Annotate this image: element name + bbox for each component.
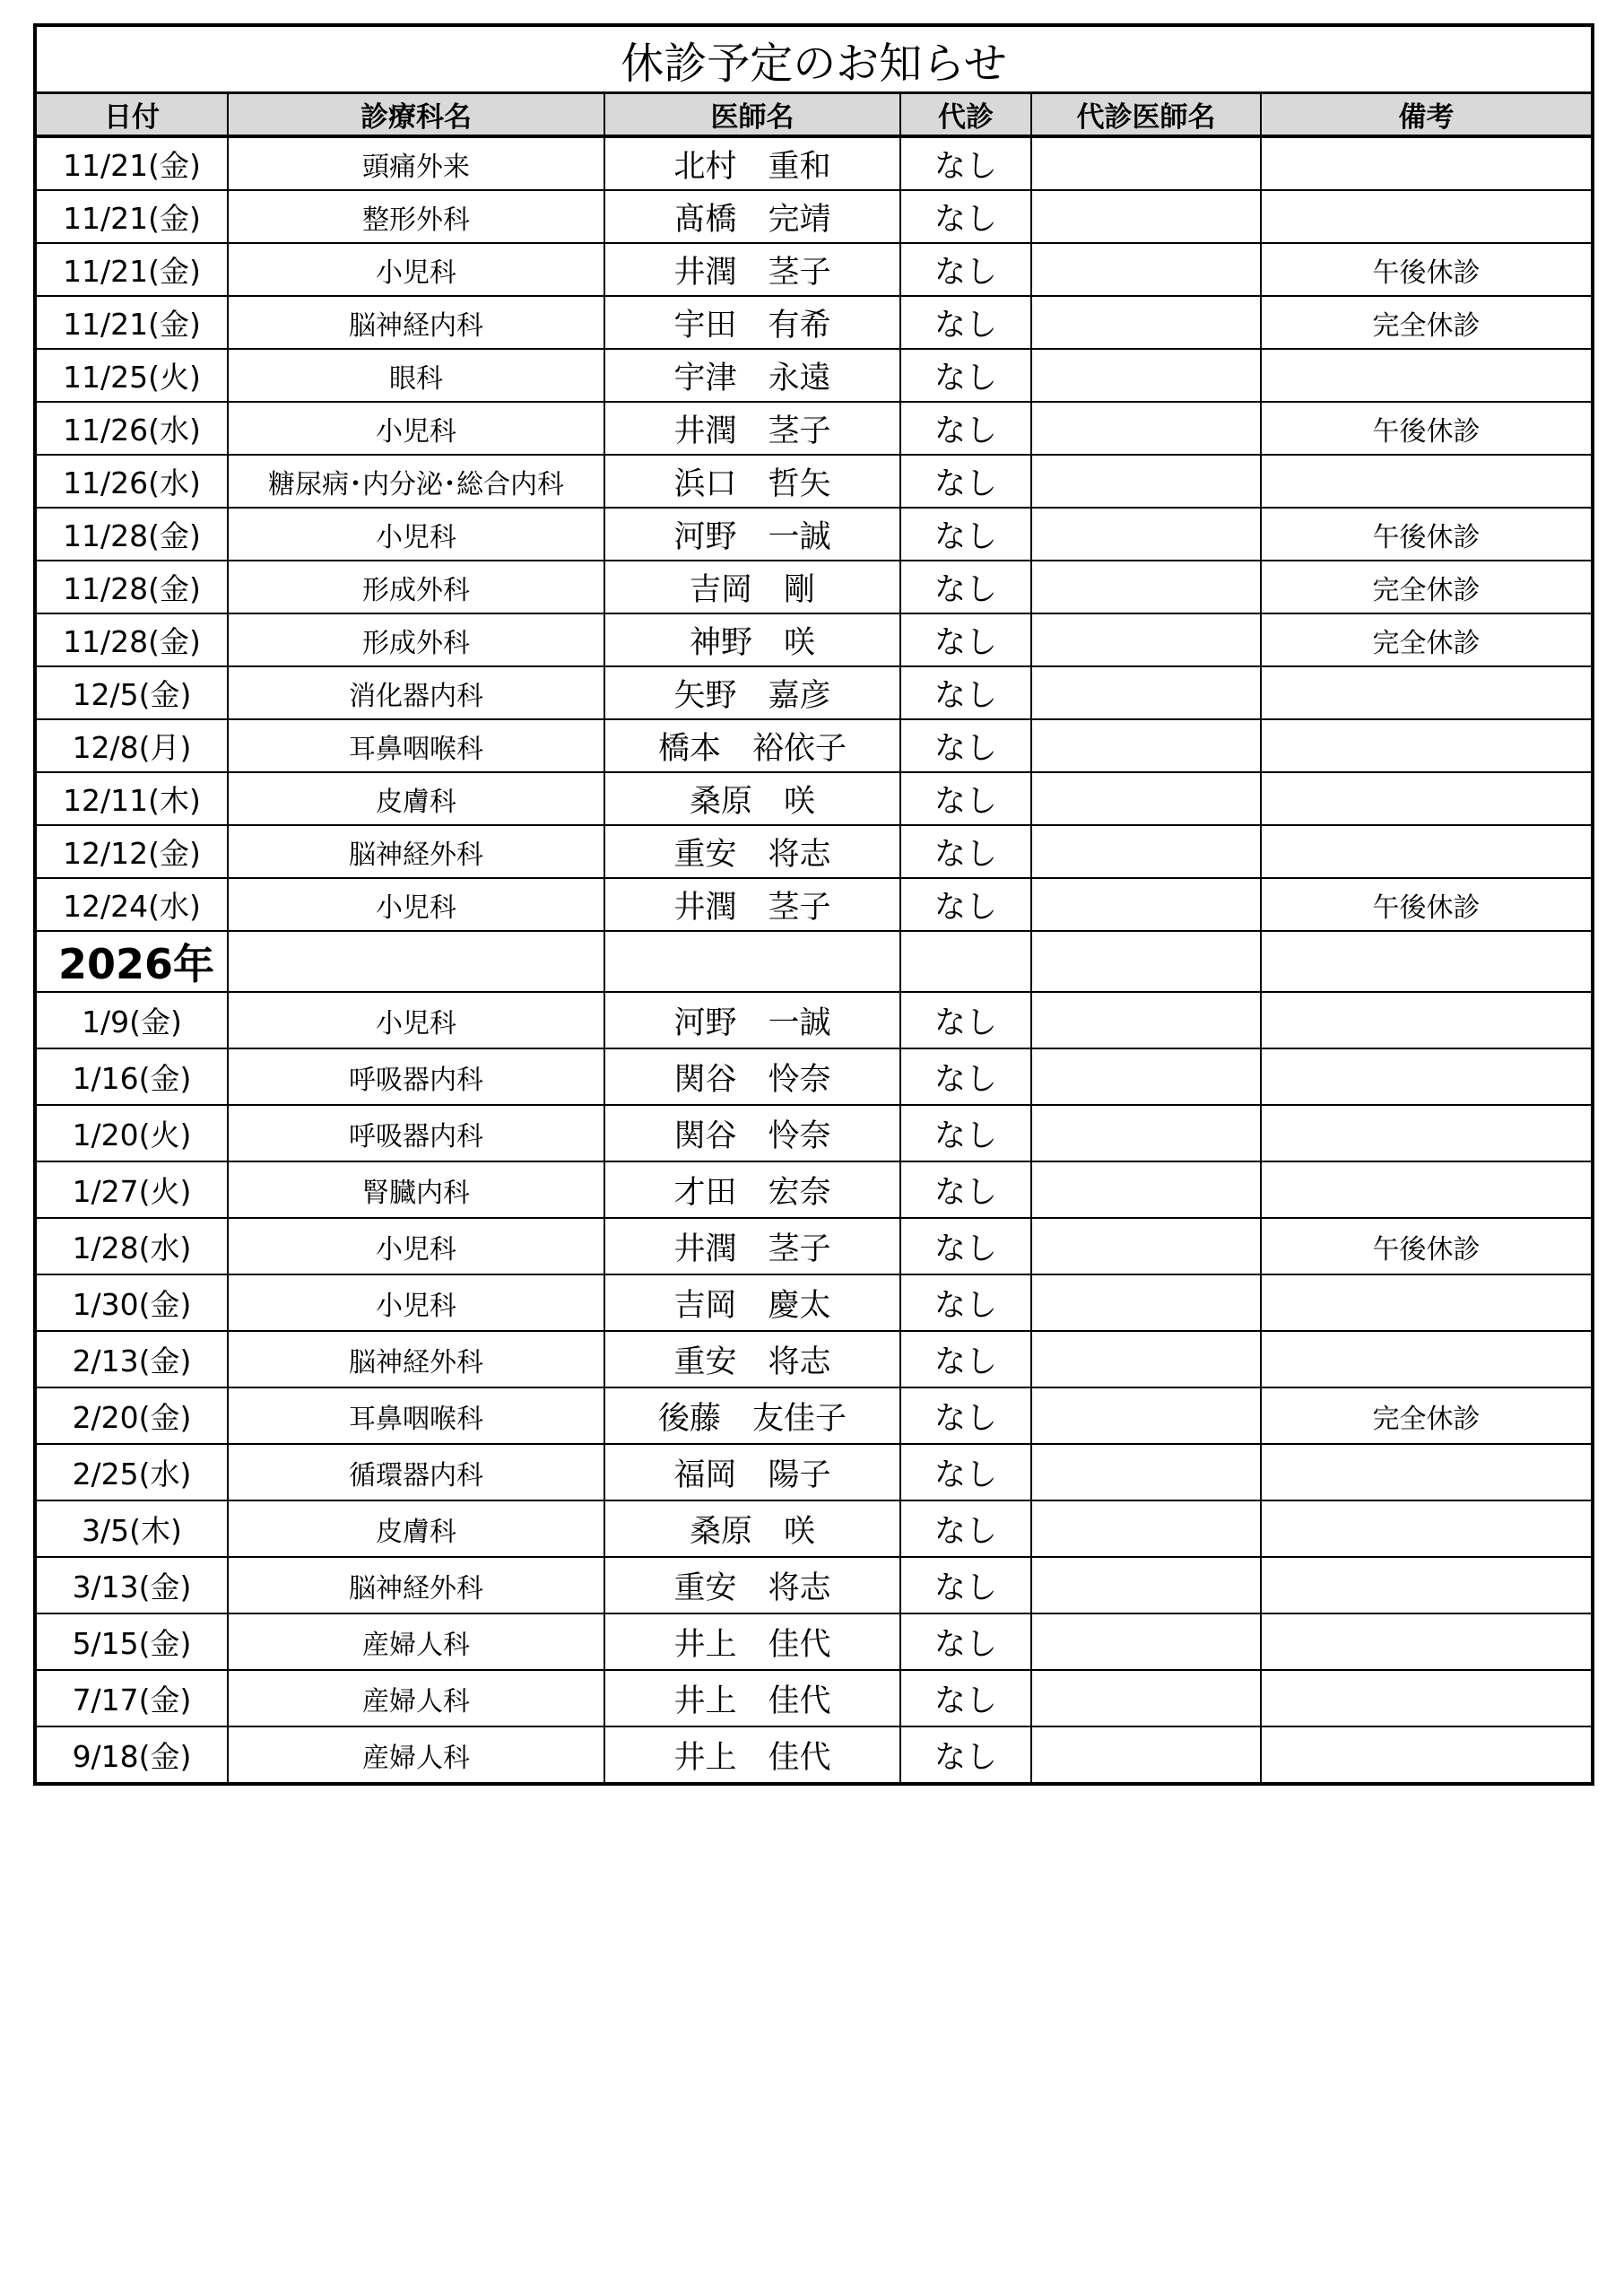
department-cell: 小児科 <box>228 1218 604 1274</box>
date-cell: 1/16(金) <box>35 1048 228 1105</box>
remarks-cell <box>1261 349 1593 402</box>
remarks-cell <box>1261 190 1593 243</box>
substitute-cell: なし <box>900 772 1031 825</box>
substitute-cell: なし <box>900 455 1031 508</box>
substitute-doctor-cell <box>1031 1105 1261 1161</box>
substitute-cell: なし <box>900 1274 1031 1331</box>
department-cell: 耳鼻咽喉科 <box>228 1387 604 1444</box>
date-cell: 11/21(金) <box>35 190 228 243</box>
date-cell: 1/27(火) <box>35 1161 228 1218</box>
remarks-cell <box>1261 666 1593 719</box>
doctor-cell: 関谷 怜奈 <box>604 1048 900 1105</box>
department-cell: 糖尿病･内分泌･総合内科 <box>228 455 604 508</box>
date-cell: 11/21(金) <box>35 243 228 296</box>
year-row <box>35 931 1593 992</box>
substitute-cell: なし <box>900 719 1031 772</box>
substitute-doctor-cell <box>1031 1048 1261 1105</box>
date-cell: 12/12(金) <box>35 825 228 878</box>
rows-2026 <box>35 992 1593 1784</box>
substitute-doctor-cell <box>1031 613 1261 666</box>
department-cell: 産婦人科 <box>228 1726 604 1784</box>
table-row <box>35 1500 1593 1557</box>
substitute-cell: なし <box>900 349 1031 402</box>
table-row <box>35 1105 1593 1161</box>
substitute-doctor-cell <box>1031 1557 1261 1613</box>
remarks-cell: 午後休診 <box>1261 243 1593 296</box>
substitute-cell: なし <box>900 1331 1031 1387</box>
remarks-cell <box>1261 1274 1593 1331</box>
remarks-cell <box>1261 455 1593 508</box>
remarks-cell: 完全休診 <box>1261 1387 1593 1444</box>
substitute-cell: なし <box>900 508 1031 561</box>
remarks-cell: 完全休診 <box>1261 613 1593 666</box>
substitute-doctor-cell <box>1031 1161 1261 1218</box>
department-cell: 腎臓内科 <box>228 1161 604 1218</box>
table-row <box>35 1613 1593 1670</box>
date-cell: 1/28(水) <box>35 1218 228 1274</box>
substitute-cell: なし <box>900 1500 1031 1557</box>
table-row <box>35 190 1593 243</box>
date-cell: 1/9(金) <box>35 992 228 1048</box>
table-row <box>35 349 1593 402</box>
substitute-doctor-cell <box>1031 243 1261 296</box>
year-row-empty-cell <box>900 931 1031 992</box>
date-cell: 12/8(月) <box>35 719 228 772</box>
department-cell: 呼吸器内科 <box>228 1048 604 1105</box>
table-row <box>35 455 1593 508</box>
remarks-cell <box>1261 1726 1593 1784</box>
year-row-empty-cell <box>228 931 604 992</box>
doctor-cell: 重安 将志 <box>604 825 900 878</box>
date-cell: 12/24(水) <box>35 878 228 931</box>
department-cell: 産婦人科 <box>228 1670 604 1726</box>
remarks-cell: 午後休診 <box>1261 508 1593 561</box>
closure-schedule-table <box>33 23 1594 1786</box>
substitute-doctor-cell <box>1031 825 1261 878</box>
substitute-doctor-cell <box>1031 1444 1261 1500</box>
substitute-doctor-cell <box>1031 402 1261 455</box>
doctor-cell: 吉岡 剛 <box>604 561 900 613</box>
remarks-cell <box>1261 1613 1593 1670</box>
substitute-doctor-cell <box>1031 719 1261 772</box>
substitute-cell: なし <box>900 666 1031 719</box>
date-cell: 11/28(金) <box>35 613 228 666</box>
substitute-cell: なし <box>900 1048 1031 1105</box>
table-row <box>35 1274 1593 1331</box>
doctor-cell: 吉岡 慶太 <box>604 1274 900 1331</box>
substitute-doctor-cell <box>1031 561 1261 613</box>
remarks-cell <box>1261 136 1593 190</box>
table-row <box>35 1161 1593 1218</box>
substitute-doctor-cell <box>1031 1726 1261 1784</box>
table-row <box>35 1557 1593 1613</box>
substitute-cell: なし <box>900 1161 1031 1218</box>
date-cell: 3/13(金) <box>35 1557 228 1613</box>
remarks-cell: 午後休診 <box>1261 402 1593 455</box>
remarks-cell <box>1261 1105 1593 1161</box>
department-cell: 脳神経外科 <box>228 1331 604 1387</box>
substitute-cell: なし <box>900 992 1031 1048</box>
table-row <box>35 561 1593 613</box>
date-cell: 11/28(金) <box>35 561 228 613</box>
department-cell: 皮膚科 <box>228 772 604 825</box>
header-doctor: 医師名 <box>604 93 900 137</box>
substitute-cell: なし <box>900 1444 1031 1500</box>
date-cell: 11/25(火) <box>35 349 228 402</box>
department-cell: 小児科 <box>228 878 604 931</box>
year-label: 2026年 <box>35 931 228 992</box>
date-cell: 2/20(金) <box>35 1387 228 1444</box>
substitute-cell: なし <box>900 1557 1031 1613</box>
doctor-cell: 河野 一誠 <box>604 992 900 1048</box>
remarks-cell: 完全休診 <box>1261 561 1593 613</box>
substitute-doctor-cell <box>1031 296 1261 349</box>
department-cell: 頭痛外来 <box>228 136 604 190</box>
table-row <box>35 402 1593 455</box>
doctor-cell: 後藤 友佳子 <box>604 1387 900 1444</box>
substitute-cell: なし <box>900 136 1031 190</box>
department-cell: 脳神経内科 <box>228 296 604 349</box>
date-cell: 1/30(金) <box>35 1274 228 1331</box>
table-row <box>35 243 1593 296</box>
table-row <box>35 1670 1593 1726</box>
remarks-cell: 完全休診 <box>1261 296 1593 349</box>
page-title: 休診予定のお知らせ <box>35 25 1593 93</box>
department-cell: 小児科 <box>228 1274 604 1331</box>
table-row <box>35 1048 1593 1105</box>
date-cell: 2/25(水) <box>35 1444 228 1500</box>
date-cell: 5/15(金) <box>35 1613 228 1670</box>
date-cell: 3/5(木) <box>35 1500 228 1557</box>
substitute-cell: なし <box>900 402 1031 455</box>
header-substitute: 代診 <box>900 93 1031 137</box>
date-cell: 12/5(金) <box>35 666 228 719</box>
doctor-cell: 浜口 哲矢 <box>604 455 900 508</box>
date-cell: 11/26(水) <box>35 402 228 455</box>
table-row <box>35 296 1593 349</box>
remarks-cell <box>1261 1670 1593 1726</box>
table-row <box>35 878 1593 931</box>
substitute-cell: なし <box>900 296 1031 349</box>
doctor-cell: 矢野 嘉彦 <box>604 666 900 719</box>
substitute-doctor-cell <box>1031 136 1261 190</box>
substitute-doctor-cell <box>1031 1670 1261 1726</box>
date-cell: 11/21(金) <box>35 296 228 349</box>
doctor-cell: 橋本 裕依子 <box>604 719 900 772</box>
doctor-cell: 河野 一誠 <box>604 508 900 561</box>
date-cell: 2/13(金) <box>35 1331 228 1387</box>
department-cell: 小児科 <box>228 508 604 561</box>
doctor-cell: 井上 佳代 <box>604 1670 900 1726</box>
department-cell: 皮膚科 <box>228 1500 604 1557</box>
doctor-cell: 井潤 茎子 <box>604 243 900 296</box>
substitute-cell: なし <box>900 613 1031 666</box>
substitute-doctor-cell <box>1031 772 1261 825</box>
department-cell: 脳神経外科 <box>228 825 604 878</box>
table-row <box>35 508 1593 561</box>
remarks-cell <box>1261 1331 1593 1387</box>
doctor-cell: 井上 佳代 <box>604 1613 900 1670</box>
substitute-cell: なし <box>900 561 1031 613</box>
department-cell: 形成外科 <box>228 613 604 666</box>
substitute-cell: なし <box>900 878 1031 931</box>
doctor-cell: 桑原 咲 <box>604 1500 900 1557</box>
table-row <box>35 136 1593 190</box>
doctor-cell: 井上 佳代 <box>604 1726 900 1784</box>
doctor-cell: 神野 咲 <box>604 613 900 666</box>
substitute-cell: なし <box>900 190 1031 243</box>
date-cell: 11/28(金) <box>35 508 228 561</box>
substitute-doctor-cell <box>1031 666 1261 719</box>
table-row <box>35 1444 1593 1500</box>
doctor-cell: 桑原 咲 <box>604 772 900 825</box>
date-cell: 9/18(金) <box>35 1726 228 1784</box>
table-row <box>35 1387 1593 1444</box>
doctor-cell: 宇津 永遠 <box>604 349 900 402</box>
department-cell: 小児科 <box>228 243 604 296</box>
department-cell: 循環器内科 <box>228 1444 604 1500</box>
substitute-cell: なし <box>900 243 1031 296</box>
doctor-cell: 福岡 陽子 <box>604 1444 900 1500</box>
substitute-doctor-cell <box>1031 1387 1261 1444</box>
remarks-cell <box>1261 1048 1593 1105</box>
substitute-doctor-cell <box>1031 1500 1261 1557</box>
header-remarks: 備考 <box>1261 93 1593 137</box>
table-row <box>35 1331 1593 1387</box>
remarks-cell <box>1261 1444 1593 1500</box>
doctor-cell: 関谷 怜奈 <box>604 1105 900 1161</box>
substitute-cell: なし <box>900 1726 1031 1784</box>
date-cell: 12/11(木) <box>35 772 228 825</box>
substitute-cell: なし <box>900 1613 1031 1670</box>
date-cell: 11/21(金) <box>35 136 228 190</box>
remarks-cell: 午後休診 <box>1261 1218 1593 1274</box>
date-cell: 7/17(金) <box>35 1670 228 1726</box>
substitute-doctor-cell <box>1031 1613 1261 1670</box>
table-row <box>35 719 1593 772</box>
remarks-cell <box>1261 1500 1593 1557</box>
date-cell: 11/26(水) <box>35 455 228 508</box>
department-cell: 脳神経外科 <box>228 1557 604 1613</box>
substitute-doctor-cell <box>1031 992 1261 1048</box>
doctor-cell: 重安 将志 <box>604 1331 900 1387</box>
substitute-doctor-cell <box>1031 349 1261 402</box>
substitute-cell: なし <box>900 1387 1031 1444</box>
doctor-cell: 北村 重和 <box>604 136 900 190</box>
department-cell: 小児科 <box>228 992 604 1048</box>
substitute-cell: なし <box>900 825 1031 878</box>
substitute-doctor-cell <box>1031 1331 1261 1387</box>
substitute-doctor-cell <box>1031 508 1261 561</box>
substitute-cell: なし <box>900 1105 1031 1161</box>
table-row <box>35 992 1593 1048</box>
header-department: 診療科名 <box>228 93 604 137</box>
substitute-doctor-cell <box>1031 1218 1261 1274</box>
table-row <box>35 1726 1593 1784</box>
table-row <box>35 825 1593 878</box>
doctor-cell: 井潤 茎子 <box>604 878 900 931</box>
header-date: 日付 <box>35 93 228 137</box>
table-row <box>35 772 1593 825</box>
department-cell: 耳鼻咽喉科 <box>228 719 604 772</box>
doctor-cell: 井潤 茎子 <box>604 402 900 455</box>
table-row <box>35 666 1593 719</box>
doctor-cell: 宇田 有希 <box>604 296 900 349</box>
department-cell: 形成外科 <box>228 561 604 613</box>
rows-2025 <box>35 136 1593 931</box>
doctor-cell: 髙橋 完靖 <box>604 190 900 243</box>
substitute-cell: なし <box>900 1670 1031 1726</box>
year-row-empty-cell <box>1261 931 1593 992</box>
remarks-cell <box>1261 772 1593 825</box>
header-row <box>35 93 1593 137</box>
department-cell: 呼吸器内科 <box>228 1105 604 1161</box>
doctor-cell: 井潤 茎子 <box>604 1218 900 1274</box>
department-cell: 小児科 <box>228 402 604 455</box>
department-cell: 産婦人科 <box>228 1613 604 1670</box>
doctor-cell: 重安 将志 <box>604 1557 900 1613</box>
remarks-cell <box>1261 825 1593 878</box>
header-substitute-doctor: 代診医師名 <box>1031 93 1261 137</box>
department-cell: 眼科 <box>228 349 604 402</box>
substitute-cell: なし <box>900 1218 1031 1274</box>
year-row-empty-cell <box>1031 931 1261 992</box>
table-row <box>35 613 1593 666</box>
date-cell: 1/20(火) <box>35 1105 228 1161</box>
substitute-doctor-cell <box>1031 1274 1261 1331</box>
remarks-cell <box>1261 1557 1593 1613</box>
remarks-cell <box>1261 1161 1593 1218</box>
substitute-doctor-cell <box>1031 878 1261 931</box>
year-row-empty-cell <box>604 931 900 992</box>
remarks-cell: 午後休診 <box>1261 878 1593 931</box>
remarks-cell <box>1261 719 1593 772</box>
department-cell: 消化器内科 <box>228 666 604 719</box>
table-row <box>35 1218 1593 1274</box>
substitute-doctor-cell <box>1031 455 1261 508</box>
substitute-doctor-cell <box>1031 190 1261 243</box>
year-divider <box>35 931 1593 992</box>
department-cell: 整形外科 <box>228 190 604 243</box>
remarks-cell <box>1261 992 1593 1048</box>
doctor-cell: 才田 宏奈 <box>604 1161 900 1218</box>
